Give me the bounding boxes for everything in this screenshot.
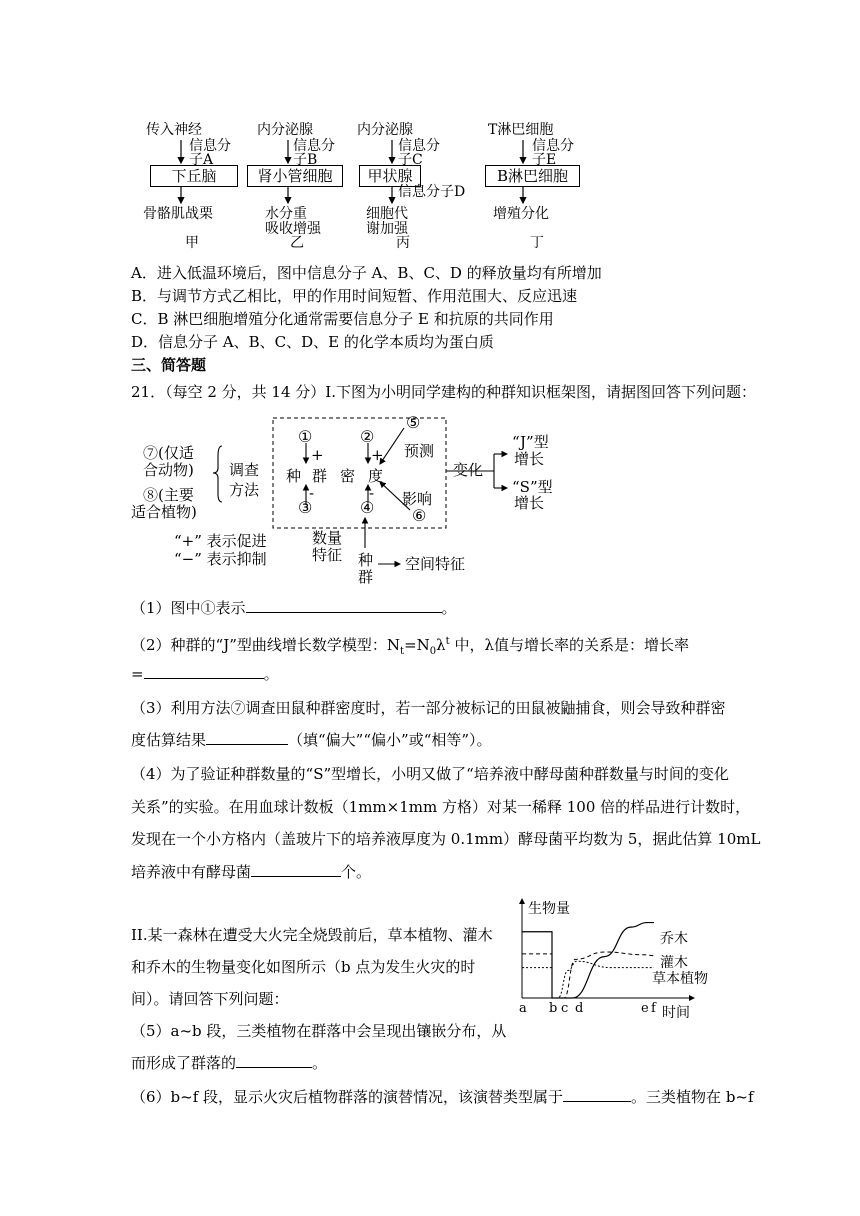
- circle-1: ①: [298, 427, 313, 446]
- answer-blank-4[interactable]: [251, 862, 341, 877]
- panel-bing-out: 细胞代: [366, 206, 408, 222]
- series-line-0: [522, 923, 654, 998]
- s-growth-line2: 增长: [514, 494, 545, 512]
- panel-yi-out2: 吸收增强: [265, 221, 321, 237]
- minus-3: -: [309, 484, 315, 502]
- question-3-hint: （填“偏大”“偏小”或“相等”）。: [288, 731, 492, 749]
- answer-blank-5[interactable]: [236, 1053, 312, 1068]
- question-1-text: （1）图中①表示: [131, 599, 246, 617]
- panel-yi-label: 乙: [290, 235, 304, 251]
- x-tick-label: d: [575, 1001, 584, 1016]
- subscript-0: 0: [429, 646, 437, 657]
- answer-blank-1[interactable]: [246, 598, 442, 613]
- question-6-text: （6）b~f 段，显示火灾后植物群落的演替情况，该演替类型属于: [131, 1088, 564, 1106]
- panel-yi-out: 水分重: [265, 206, 307, 222]
- j-growth-line2: 增长: [514, 450, 545, 468]
- question-5-text: 而形成了群落的: [131, 1054, 237, 1072]
- population-qun: 群: [358, 568, 374, 586]
- question-1: [131, 598, 457, 618]
- question-5-line1: （5）a~b 段，三类植物在群落中会呈现出镶嵌分布，从: [131, 1022, 507, 1040]
- question-4-end: 个。: [341, 863, 372, 881]
- answer-blank-3[interactable]: [206, 730, 288, 745]
- panel-bing-out2: 谢加强: [366, 221, 408, 237]
- panel-yi-box: 肾小管细胞: [247, 165, 343, 187]
- panel-jia-box: 下丘脑: [150, 165, 238, 187]
- option-a: A．进入低温环境后，图中信息分子 A、B、C、D 的释放量均有所增加: [131, 264, 602, 282]
- option-d: D．信息分子 A、B、C、D、E 的化学本质均为蛋白质: [131, 333, 494, 351]
- question-4-line4: [131, 862, 371, 882]
- question-4-text: 培养液中有酵母菌: [131, 863, 252, 881]
- method-label: 方法: [229, 481, 260, 499]
- panel-jia-label: 甲: [185, 235, 199, 251]
- circle-4: ④: [360, 498, 375, 517]
- density-du: 度: [368, 467, 384, 485]
- x-tick-label: a: [519, 1001, 527, 1016]
- question-3-line1: （3）利用方法⑦调查田鼠种群密度时，若一部分被标记的田鼠被鼬捕食，则会导致种群密: [131, 699, 726, 717]
- answer-blank-2[interactable]: [144, 664, 264, 679]
- panel-jia-sig2: 子A: [189, 152, 214, 168]
- question-3-text: 度估算结果: [131, 731, 207, 749]
- subscript-t: t: [400, 646, 405, 657]
- superscript-t: t: [445, 636, 450, 647]
- part-ii-line1: II.某一森林在遭受大火完全烧毁前后，草本植物、灌木: [131, 926, 493, 944]
- option-b: B．与调节方式乙相比，甲的作用时间短暂、作用范围大、反应迅速: [131, 287, 578, 305]
- y-axis-label: 生物量: [528, 901, 570, 917]
- panel-bing-top: 内分泌腺: [357, 122, 413, 138]
- series-label-2: 草本植物: [652, 971, 708, 987]
- plus-1: +: [311, 446, 324, 464]
- circle-3: ③: [298, 498, 313, 517]
- panel-ding-label: 丁: [530, 235, 544, 251]
- question-2-part-d: 中，λ值与增长率的关系是：增长率: [449, 636, 689, 654]
- series-label-1: 灌木: [660, 955, 688, 971]
- method-8-line1: ⑧(主要: [143, 486, 194, 504]
- question-1-end: 。: [441, 599, 457, 617]
- panel-bing-label: 丙: [396, 235, 410, 251]
- question-2-part-a: （2）种群的“J”型曲线增长数学模型：N: [131, 636, 401, 654]
- legend-inhibit: “−” 表示抑制: [174, 550, 267, 568]
- x-tick-label: f: [651, 1001, 656, 1016]
- question-2-answer-line: [131, 664, 279, 684]
- biomass-chart: [510, 895, 720, 1020]
- question-4-line2: 关系”的实验。在用血球计数板（1mm×1mm 方格）对某一稀释 100 倍的样品进行计数时，: [131, 798, 751, 816]
- spatial-feature: 空间特征: [405, 555, 466, 573]
- panel-bing-sig1: 信息分: [398, 138, 440, 154]
- question-2-equals: =: [131, 665, 144, 683]
- panel-jia-sig1: 信息分: [189, 138, 231, 154]
- influence-label: 影响: [402, 490, 433, 508]
- panel-jia-out: 骨骼肌战栗: [143, 206, 213, 222]
- x-tick-label: e: [641, 1001, 649, 1016]
- panel-jia-top: 传入神经: [146, 122, 202, 138]
- panel-ding-top: T淋巴细胞: [488, 122, 554, 138]
- change-label: 变化: [453, 461, 484, 479]
- quantity-line1: 数量: [312, 529, 343, 547]
- circle-6: ⑥: [412, 506, 427, 525]
- method-7-line2: 合动物): [143, 461, 194, 479]
- quantity-line2: 特征: [312, 546, 343, 564]
- panel-ding-sig2: 子E: [532, 152, 557, 168]
- part-ii-line2: 和乔木的生物量变化如图所示（b 点为发生火灾的时: [131, 958, 476, 976]
- panel-bing-box: 甲状腺: [359, 165, 421, 187]
- minus-4: -: [369, 484, 375, 502]
- question-4-line1: （4）为了验证种群数量的“S”型增长，小明又做了“培养液中酵母菌种群数量与时间的变化: [131, 765, 729, 783]
- side-signal-d: 信息分子D: [398, 184, 466, 200]
- j-growth-line1: “J”型: [512, 433, 549, 451]
- legend-promote: “+” 表示促进: [174, 532, 267, 550]
- series-label-0: 乔木: [660, 931, 688, 947]
- question-5-line2: [131, 1053, 327, 1073]
- question-2-part-b: =N: [404, 636, 430, 654]
- survey-label: 调查: [229, 461, 260, 479]
- predict-label: 预测: [404, 442, 435, 460]
- q21-intro: 21．（每空 2 分，共 14 分）I.下图为小明同学建构的种群知识框架图，请据图回答下列问题：: [131, 383, 756, 401]
- method-7-line1: ⑦(仅适: [143, 444, 194, 462]
- section-title: 三、简答题: [131, 356, 207, 374]
- question-4-line3: 发现在一个小方格内（盖玻片下的培养液厚度为 0.1mm）酵母菌平均数为 5，据此估算 10mL: [131, 830, 761, 848]
- framework-lines: [0, 0, 860, 600]
- circle-2: ②: [360, 427, 375, 446]
- question-2-end: 。: [263, 665, 279, 683]
- part-ii-line3: 间）。请回答下列问题：: [131, 990, 289, 1008]
- plus-2: +: [371, 446, 384, 464]
- density-mi: 密: [340, 467, 356, 485]
- x-axis-label: 时间: [662, 1005, 690, 1020]
- panel-yi-top: 内分泌腺: [257, 122, 313, 138]
- question-3-line2: [131, 730, 492, 750]
- circle-5: ⑤: [406, 413, 421, 432]
- x-tick-label: c: [561, 1001, 569, 1016]
- question-6-line1: [131, 1087, 754, 1107]
- panel-ding-out: 增殖分化: [493, 206, 549, 222]
- density-qun: 群: [312, 467, 328, 485]
- question-5-end: 。: [312, 1054, 328, 1072]
- question-2: [131, 632, 689, 662]
- s-growth-line1: “S”型: [512, 478, 553, 496]
- method-8-line2: 适合植物): [131, 503, 197, 521]
- series-line-1: [522, 952, 654, 998]
- panel-bing-sig2: 子C: [398, 152, 423, 168]
- answer-blank-6[interactable]: [563, 1087, 631, 1102]
- panel-ding-sig1: 信息分: [532, 138, 574, 154]
- population-zhong: 种: [358, 551, 374, 569]
- panel-yi-sig2: 子B: [293, 152, 318, 168]
- panel-yi-sig1: 信息分: [293, 138, 335, 154]
- option-c: C．B 淋巴细胞增殖分化通常需要信息分子 E 和抗原的共同作用: [131, 310, 554, 328]
- density-zhong: 种: [286, 467, 302, 485]
- lambda-symbol: λ: [436, 636, 446, 654]
- question-6-tail: 。三类植物在 b~f: [631, 1088, 754, 1106]
- panel-ding-box: B淋巴细胞: [485, 165, 580, 187]
- x-tick-label: b: [549, 1001, 558, 1016]
